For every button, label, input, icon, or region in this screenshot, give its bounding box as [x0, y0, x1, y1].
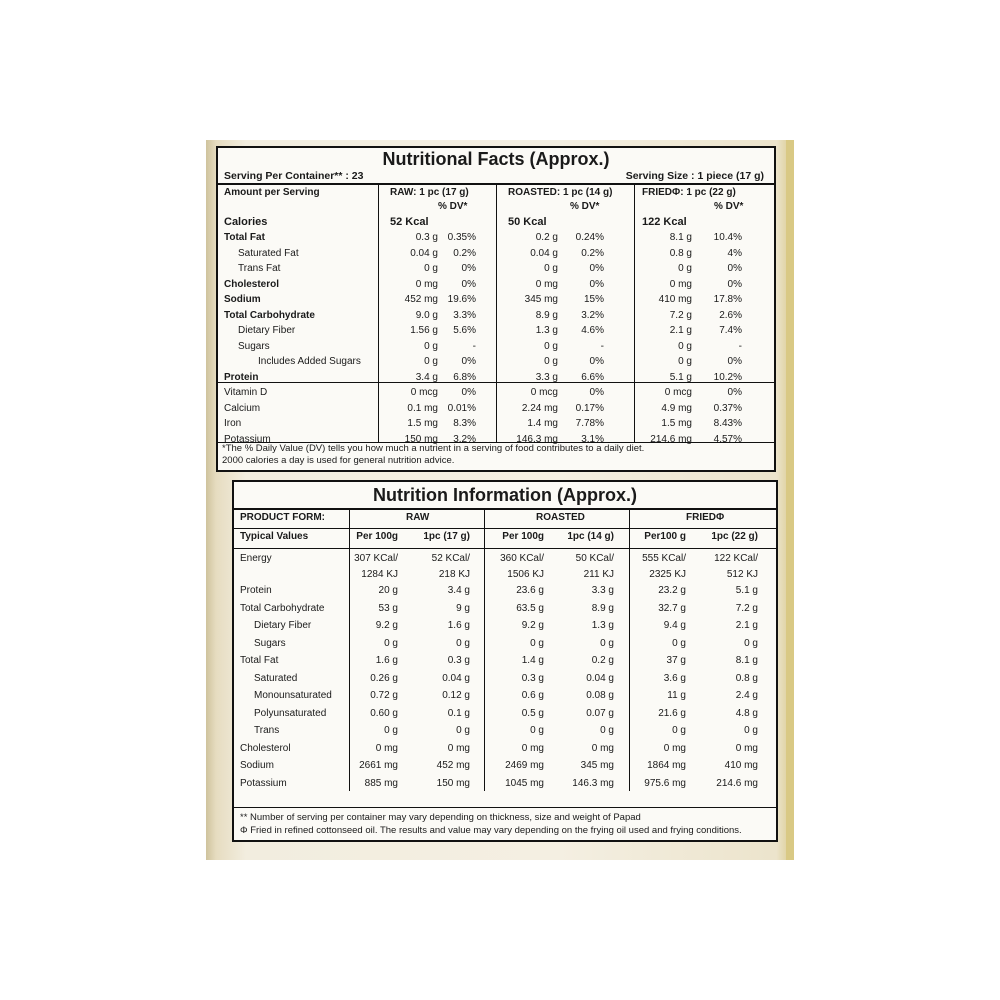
- info-value-cell: 0 mg: [521, 742, 544, 754]
- facts-amount-cell: 9.0 g: [415, 309, 438, 321]
- info-value-cell: 0 mg: [447, 742, 470, 754]
- info-value-cell: 0.3 g: [447, 655, 470, 666]
- facts-amount-cell: 0 g: [544, 340, 558, 352]
- form-roasted: ROASTED: [536, 512, 585, 523]
- facts-amount-cell: 50 Kcal: [508, 216, 547, 228]
- facts-dv-cell: 0%: [461, 356, 476, 367]
- facts-row-label: Protein: [224, 371, 259, 383]
- info-value-cell: 1.6 g: [375, 655, 398, 666]
- info-row-label: Sodium: [240, 760, 274, 771]
- facts-dv-cell: -: [738, 340, 742, 352]
- package-edge: [786, 140, 794, 860]
- info-value-cell: 3.6 g: [663, 672, 686, 684]
- facts-dv-cell: 0%: [461, 387, 476, 398]
- energy-kcal-cell: 555 KCal/: [642, 553, 686, 564]
- form-raw: RAW: [406, 512, 430, 523]
- facts-amount-cell: 52 Kcal: [390, 216, 429, 228]
- facts-amount-cell: 0 g: [544, 356, 558, 367]
- info-value-cell: 0 g: [384, 637, 398, 649]
- col-fried-dv: % DV*: [714, 201, 744, 212]
- info-row-label: Trans: [254, 725, 280, 736]
- info-value-cell: 0.72 g: [370, 690, 398, 701]
- info-row: [234, 636, 776, 654]
- info-value-cell: 0 g: [600, 637, 614, 649]
- energy-kcal-cell: 52 KCal/: [431, 553, 470, 564]
- info-value-cell: 63.5 g: [516, 602, 544, 614]
- info-value-cell: 0 g: [530, 725, 544, 736]
- info-value-cell: 0 g: [600, 725, 614, 736]
- energy-row: [234, 549, 776, 583]
- info-value-cell: 2469 mg: [505, 760, 544, 771]
- info-value-cell: 214.6 mg: [716, 777, 758, 789]
- energy-kj-cell: 512 KJ: [726, 569, 758, 580]
- facts-amount-cell: 146.3 mg: [516, 433, 558, 445]
- facts-amount-cell: 0 mg: [535, 278, 558, 290]
- info-value-cell: 0.60 g: [370, 707, 398, 719]
- facts-amount-cell: 3.4 g: [415, 371, 438, 383]
- facts-amount-cell: 150 mg: [404, 433, 438, 445]
- info-value-cell: 1.3 g: [591, 620, 614, 631]
- info-value-cell: 3.4 g: [447, 585, 470, 596]
- facts-row-label: Vitamin D: [224, 387, 268, 398]
- info-value-cell: 0.07 g: [586, 707, 614, 719]
- facts-amount-cell: 8.1 g: [669, 232, 692, 243]
- facts-row-label: Total Fat: [224, 232, 265, 243]
- info-value-cell: 0 g: [744, 637, 758, 649]
- info-row: [234, 776, 776, 794]
- info-row-label: Dietary Fiber: [254, 620, 312, 631]
- facts-amount-cell: 0 g: [678, 340, 692, 352]
- facts-amount-cell: 0 mcg: [530, 387, 558, 398]
- facts-dv-cell: 8.43%: [713, 418, 742, 429]
- energy-kcal-cell: 307 KCal/: [354, 553, 398, 564]
- info-value-cell: 1045 mg: [505, 777, 544, 789]
- facts-dv-cell: 0%: [589, 356, 604, 367]
- footnote-dv-1: *The % Daily Value (DV) tells you how much a nutrient in a serving of food contributes to a daily diet.: [222, 443, 645, 454]
- facts-dv-cell: -: [600, 340, 604, 352]
- energy-kj-cell: 2325 KJ: [649, 569, 686, 580]
- info-row: [234, 653, 776, 671]
- facts-dv-cell: 0.17%: [575, 402, 604, 414]
- facts-amount-cell: 7.2 g: [669, 309, 692, 321]
- info-row-label: Total Fat: [240, 655, 279, 666]
- info-row-label: Potassium: [240, 777, 287, 789]
- facts-amount-cell: 5.1 g: [669, 371, 692, 383]
- energy-kj-cell: 218 KJ: [438, 569, 470, 580]
- facts-dv-cell: 6.6%: [581, 371, 604, 383]
- info-row: [234, 601, 776, 619]
- info-value-cell: 0 mg: [735, 742, 758, 754]
- facts-amount-cell: 410 mg: [658, 294, 692, 305]
- facts-dv-cell: 5.6%: [453, 325, 476, 336]
- facts-dv-cell: 19.6%: [447, 294, 476, 305]
- facts-amount-cell: 0.3 g: [415, 232, 438, 243]
- energy-kj-cell: 1506 KJ: [507, 569, 544, 580]
- facts-dv-cell: 0%: [589, 278, 604, 290]
- facts-amount-cell: 0 g: [424, 263, 438, 274]
- energy-kcal-cell: 50 KCal/: [575, 553, 614, 564]
- facts-dv-cell: 0%: [589, 263, 604, 274]
- facts-amount-cell: 4.9 mg: [661, 402, 692, 414]
- info-row-label: Monounsaturated: [254, 690, 332, 701]
- facts-amount-cell: 0 g: [678, 356, 692, 367]
- footnote-servings: ** Number of serving per container may vary depending on thickness, size and weight of Papad: [240, 812, 641, 823]
- info-value-cell: 410 mg: [724, 760, 758, 771]
- facts-amount-cell: 0.8 g: [669, 247, 692, 259]
- facts-amount-cell: 0.2 g: [535, 232, 558, 243]
- info-value-cell: 9.2 g: [521, 620, 544, 631]
- facts-dv-cell: 10.2%: [713, 371, 742, 383]
- facts-row-label: Potassium: [224, 433, 271, 445]
- info-row: [234, 741, 776, 759]
- typical-value-cell: 1pc (17 g): [423, 531, 470, 542]
- product-form-label: PRODUCT FORM:: [240, 512, 325, 523]
- info-value-cell: 0 mg: [375, 742, 398, 754]
- facts-row-label: Calcium: [224, 402, 261, 414]
- info-value-cell: 452 mg: [436, 760, 470, 771]
- col-roasted-header: ROASTED: 1 pc (14 g): [508, 187, 613, 198]
- col-raw-dv: % DV*: [438, 201, 468, 212]
- info-row-label: Polyunsaturated: [254, 707, 327, 719]
- info-value-cell: 0.3 g: [521, 672, 544, 684]
- facts-dv-cell: 0.2%: [581, 247, 604, 259]
- info-value-cell: 0 mg: [663, 742, 686, 754]
- footnote-fried: Φ Fried in refined cottonseed oil. The results and value may vary depending on the frying oil used and frying conditions.: [240, 825, 742, 836]
- facts-amount-cell: 0.04 g: [410, 247, 438, 259]
- facts-amount-cell: 122 Kcal: [642, 216, 687, 228]
- facts-amount-cell: 0 g: [424, 356, 438, 367]
- info-value-cell: 0 g: [456, 637, 470, 649]
- info-row-label: Cholesterol: [240, 742, 291, 754]
- facts-dv-cell: 17.8%: [713, 294, 742, 305]
- info-value-cell: 885 mg: [364, 777, 398, 789]
- info-value-cell: 5.1 g: [735, 585, 758, 596]
- info-row-label: Saturated: [254, 672, 298, 684]
- typical-value-cell: 1pc (14 g): [567, 531, 614, 542]
- facts-dv-cell: 3.2%: [581, 309, 604, 321]
- facts-amount-cell: 452 mg: [404, 294, 438, 305]
- cropped-text-fragment: [232, 852, 772, 860]
- info-row: [234, 723, 776, 741]
- facts-row-label: Sodium: [224, 294, 261, 305]
- facts-amount-cell: 1.56 g: [410, 325, 438, 336]
- facts-dv-cell: 0.24%: [575, 232, 604, 243]
- facts-dv-cell: 0%: [461, 263, 476, 274]
- info-value-cell: 146.3 mg: [572, 777, 614, 789]
- info-value-cell: 0.2 g: [591, 655, 614, 666]
- typical-value-cell: Per100 g: [644, 531, 686, 542]
- facts-dv-cell: 0%: [461, 278, 476, 290]
- info-value-cell: 32.7 g: [658, 602, 686, 614]
- facts-amount-cell: 0 mg: [669, 278, 692, 290]
- info-row-label: Sugars: [254, 637, 286, 649]
- facts-dv-cell: 6.8%: [453, 371, 476, 383]
- info-value-cell: 7.2 g: [735, 602, 758, 614]
- facts-dv-cell: 7.4%: [719, 325, 742, 336]
- info-value-cell: 9 g: [456, 602, 470, 614]
- facts-dv-cell: 15%: [583, 294, 604, 305]
- info-value-cell: 0 g: [384, 725, 398, 736]
- info-value-cell: 150 mg: [436, 777, 470, 789]
- facts-dv-cell: 3.1%: [581, 433, 604, 445]
- facts-amount-cell: 0.04 g: [530, 247, 558, 259]
- facts-dv-cell: 4.6%: [581, 325, 604, 336]
- typical-values-label: Typical Values: [240, 531, 309, 542]
- info-value-cell: 0.08 g: [586, 690, 614, 701]
- info-row-label: Total Carbohydrate: [240, 602, 325, 614]
- info-row: [234, 706, 776, 724]
- facts-dv-cell: 3.3%: [453, 309, 476, 321]
- facts-amount-cell: 0 g: [678, 263, 692, 274]
- facts-amount-cell: 1.3 g: [535, 325, 558, 336]
- info-value-cell: 9.4 g: [663, 620, 686, 631]
- typical-value-cell: Per 100g: [502, 531, 544, 542]
- info-value-cell: 20 g: [378, 585, 398, 596]
- facts-dv-cell: 3.2%: [453, 433, 476, 445]
- typical-value-cell: Per 100g: [356, 531, 398, 542]
- facts-dv-cell: -: [472, 340, 476, 352]
- facts-amount-cell: 0 mcg: [664, 387, 692, 398]
- info-value-cell: 2661 mg: [359, 760, 398, 771]
- info-value-cell: 23.2 g: [658, 585, 686, 596]
- facts-amount-cell: 345 mg: [524, 294, 558, 305]
- facts-row-label: Cholesterol: [224, 278, 280, 290]
- info-value-cell: 0 mg: [591, 742, 614, 754]
- facts-row-label: Total Carbohydrate: [224, 309, 315, 321]
- info-value-cell: 2.1 g: [735, 620, 758, 631]
- info-value-cell: 8.1 g: [735, 655, 758, 666]
- facts-amount-cell: 1.5 mg: [407, 418, 438, 429]
- info-value-cell: 1.6 g: [447, 620, 470, 631]
- facts-row-label: Includes Added Sugars: [258, 356, 361, 367]
- facts-row-label: Saturated Fat: [238, 247, 299, 259]
- info-value-cell: 345 mg: [580, 760, 614, 771]
- product-form-row: [234, 510, 776, 529]
- nutrition-information-footnote: [234, 807, 776, 840]
- facts-amount-cell: 8.9 g: [535, 309, 558, 321]
- footnote-dv-2: 2000 calories a day is used for general nutrition advice.: [222, 455, 455, 466]
- facts-amount-cell: 0.1 mg: [407, 402, 438, 414]
- facts-dv-cell: 0%: [727, 263, 742, 274]
- info-row: [234, 688, 776, 706]
- serving-info: [218, 170, 774, 183]
- col-fried-header: FRIEDΦ: 1 pc (22 g): [642, 187, 736, 198]
- facts-dv-cell: 0.2%: [453, 247, 476, 259]
- col-raw-header: RAW: 1 pc (17 g): [390, 187, 469, 198]
- nutrition-information-title: Nutrition Information (Approx.): [234, 482, 776, 510]
- info-value-cell: 0 g: [744, 725, 758, 736]
- energy-kcal-cell: 360 KCal/: [500, 553, 544, 564]
- info-value-cell: 975.6 mg: [644, 777, 686, 789]
- info-value-cell: 1864 mg: [647, 760, 686, 771]
- info-value-cell: 0.04 g: [442, 672, 470, 684]
- info-value-cell: 0.5 g: [521, 707, 544, 719]
- info-value-cell: 0 g: [456, 725, 470, 736]
- info-value-cell: 0.8 g: [735, 672, 758, 684]
- facts-amount-cell: 0 g: [544, 263, 558, 274]
- info-value-cell: 11 g: [667, 690, 686, 701]
- facts-row-label: Iron: [224, 418, 242, 429]
- amount-per-serving-label: Amount per Serving: [224, 187, 320, 198]
- facts-amount-cell: 2.24 mg: [521, 402, 558, 414]
- facts-amount-cell: 1.5 mg: [661, 418, 692, 429]
- energy-kj-cell: 211 KJ: [583, 569, 614, 580]
- serving-per-container: Serving Per Container** : 23: [224, 170, 364, 182]
- info-value-cell: 37 g: [666, 655, 686, 666]
- facts-row-label: Calories: [224, 216, 268, 228]
- nutrition-information-panel: [232, 480, 778, 842]
- typical-values-row: [234, 529, 776, 549]
- info-value-cell: 8.9 g: [591, 602, 614, 614]
- info-value-cell: 0 g: [672, 725, 686, 736]
- facts-dv-cell: 0.37%: [713, 402, 742, 414]
- facts-row-label: Sugars: [238, 340, 270, 352]
- facts-row-label: Dietary Fiber: [238, 325, 296, 336]
- info-value-cell: 0 g: [530, 637, 544, 649]
- info-row: [234, 583, 776, 601]
- info-value-cell: 0.1 g: [447, 707, 470, 719]
- info-value-cell: 0.6 g: [521, 690, 544, 701]
- facts-amount-cell: 0 g: [424, 340, 438, 352]
- info-row: [234, 618, 776, 636]
- info-row: [234, 758, 776, 776]
- facts-dv-cell: 0%: [727, 278, 742, 290]
- col-roasted-dv: % DV*: [570, 201, 600, 212]
- form-fried: FRIEDΦ: [686, 512, 725, 523]
- facts-amount-cell: 214.6 mg: [650, 433, 692, 445]
- info-row: [234, 671, 776, 689]
- facts-row-label: Trans Fat: [238, 263, 281, 274]
- facts-amount-cell: 0 mcg: [410, 387, 438, 398]
- info-value-cell: 4.8 g: [735, 707, 758, 719]
- info-value-cell: 0.12 g: [442, 690, 470, 701]
- nutritional-facts-title: Nutritional Facts (Approx.): [382, 149, 610, 169]
- facts-dv-cell: 0%: [727, 356, 742, 367]
- info-value-cell: 0.26 g: [370, 672, 398, 684]
- energy-kj-cell: 1284 KJ: [361, 569, 398, 580]
- facts-dv-cell: 0%: [727, 387, 742, 398]
- energy-label: Energy: [240, 553, 272, 564]
- facts-amount-cell: 3.3 g: [535, 371, 558, 383]
- facts-dv-cell: 4%: [727, 247, 742, 259]
- facts-dv-cell: 0%: [589, 387, 604, 398]
- info-value-cell: 53 g: [378, 602, 398, 614]
- energy-kcal-cell: 122 KCal/: [714, 553, 758, 564]
- daily-value-footnote: [218, 440, 774, 470]
- info-value-cell: 3.3 g: [591, 585, 614, 596]
- info-value-cell: 2.4 g: [735, 690, 758, 701]
- info-value-cell: 23.6 g: [516, 585, 544, 596]
- facts-dv-cell: 8.3%: [453, 418, 476, 429]
- facts-dv-cell: 2.6%: [719, 309, 742, 321]
- facts-dv-cell: 4.57%: [713, 433, 742, 445]
- info-value-cell: 0 g: [672, 637, 686, 649]
- facts-dv-cell: 0.01%: [447, 402, 476, 414]
- facts-dv-cell: 7.78%: [575, 418, 604, 429]
- facts-amount-cell: 0 mg: [415, 278, 438, 290]
- info-row-label: Protein: [240, 585, 272, 596]
- typical-value-cell: 1pc (22 g): [711, 531, 758, 542]
- nutritional-facts-panel: [216, 146, 776, 472]
- facts-dv-cell: 0.35%: [447, 232, 476, 243]
- facts-amount-cell: 2.1 g: [669, 325, 692, 336]
- serving-size: Serving Size : 1 piece (17 g): [625, 170, 764, 182]
- info-value-cell: 0.04 g: [586, 672, 614, 684]
- info-value-cell: 9.2 g: [375, 620, 398, 631]
- facts-amount-cell: 1.4 mg: [527, 418, 558, 429]
- facts-dv-cell: 10.4%: [713, 232, 742, 243]
- info-value-cell: 1.4 g: [521, 655, 544, 666]
- info-value-cell: 21.6 g: [658, 707, 686, 719]
